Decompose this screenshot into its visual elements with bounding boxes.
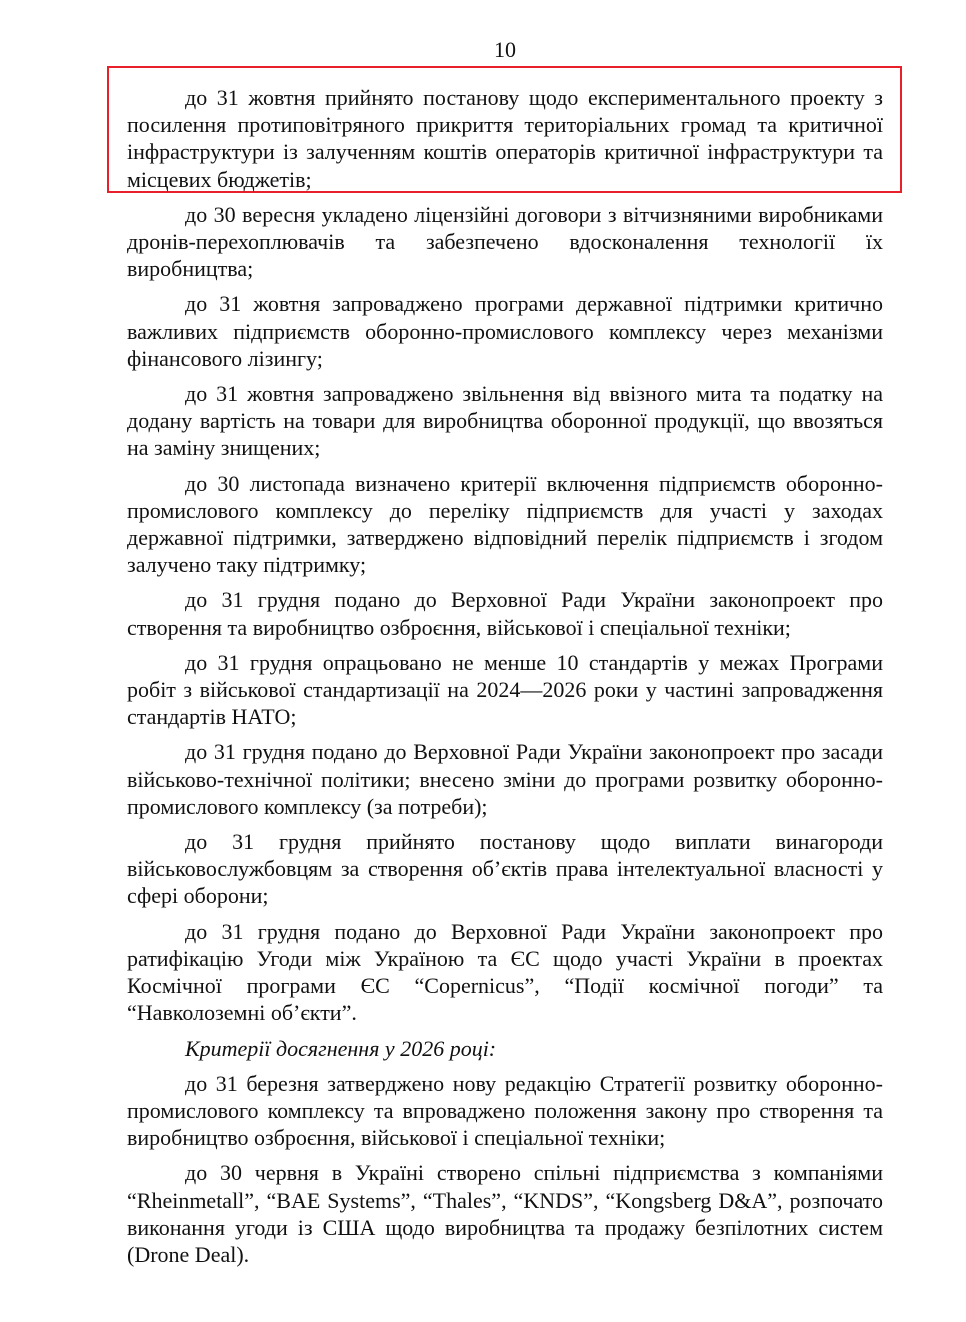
paragraph: до 31 жовтня запроваджено звільнення від ввізного мита та податку на додану вартість на товари для виробництва оборонної продукції, що ввозяться на заміну знищених; [127, 381, 883, 461]
paragraph: до 31 жовтня запроваджено програми державної підтримки критично важливих підприємств оборонно-промислового комплексу через механізми фінансового лізингу; [127, 291, 883, 371]
paragraph: до 31 грудня подано до Верховної Ради України законопроект про створення та виробництво озброєння, військової і спеціальної техніки; [127, 587, 883, 640]
paragraph: до 31 грудня прийнято постанову щодо виплати винагороди військовослужбовцям за створення об’єктів права інтелектуальної власності у сфері оборони; [127, 829, 883, 909]
paragraph: до 31 грудня подано до Верховної Ради України законопроект про засади військово-технічної політики; внесено зміни до програми розвитку оборонно-промислового комплексу (за потреби); [127, 739, 883, 819]
paragraph-highlighted: до 31 жовтня прийнято постанову щодо експериментального проекту з посилення протиповітряного прикриття територіальних громад та критичної інфраструктури із залученням коштів операторів критичної інфраструктури та місцевих бюджетів; [127, 85, 883, 192]
criteria-paragraph: до 31 березня затверджено нову редакцію Стратегії розвитку оборонно-промислового комплексу та впроваджено положення закону про створення та виробництво озброєння, військової і спеціальної техніки; [127, 1070, 883, 1151]
paragraph: до 30 листопада визначено критерії включення підприємств оборонно-промислового комплексу до переліку підприємств для участі у заходах державної підтримки, затверджено відповідний перелік підприємств і згодом залучено таку підтримку; [127, 470, 883, 578]
document-body [127, 84, 883, 1276]
paragraph: до 31 грудня подано до Верховної Ради України законопроект про ратифікацію Угоди між Україною та ЄС щодо участі України в проектах Космічної програми ЄС “Copernicus”, “Події космічної погоди” та “Навколоземні об’єкти”. [127, 918, 883, 1026]
paragraph: до 30 вересня укладено ліцензійні договори з вітчизняними виробниками дронів-перехоплювачів та забезпечено вдосконалення технології їх виробництва; [127, 201, 883, 282]
criteria-heading: Критерії досягнення у 2026 році: [185, 1035, 497, 1061]
paragraph: до 31 грудня опрацьовано не менше 10 стандартів у межах Програми робіт з військової стандартизації на 2024—2026 роки у частині запровадження стандартів НАТО; [127, 649, 883, 730]
criteria-paragraph: до 30 червня в Україні створено спільні підприємства з компаніями “Rheinmetall”, “BAE Systems”, “Thales”, “KNDS”, “Kongsberg D&A”, розпочато виконання угоди із США щодо виробництва та продажу безпілотних систем (Drone Deal). [127, 1160, 883, 1267]
page-number: 10 [494, 37, 516, 62]
